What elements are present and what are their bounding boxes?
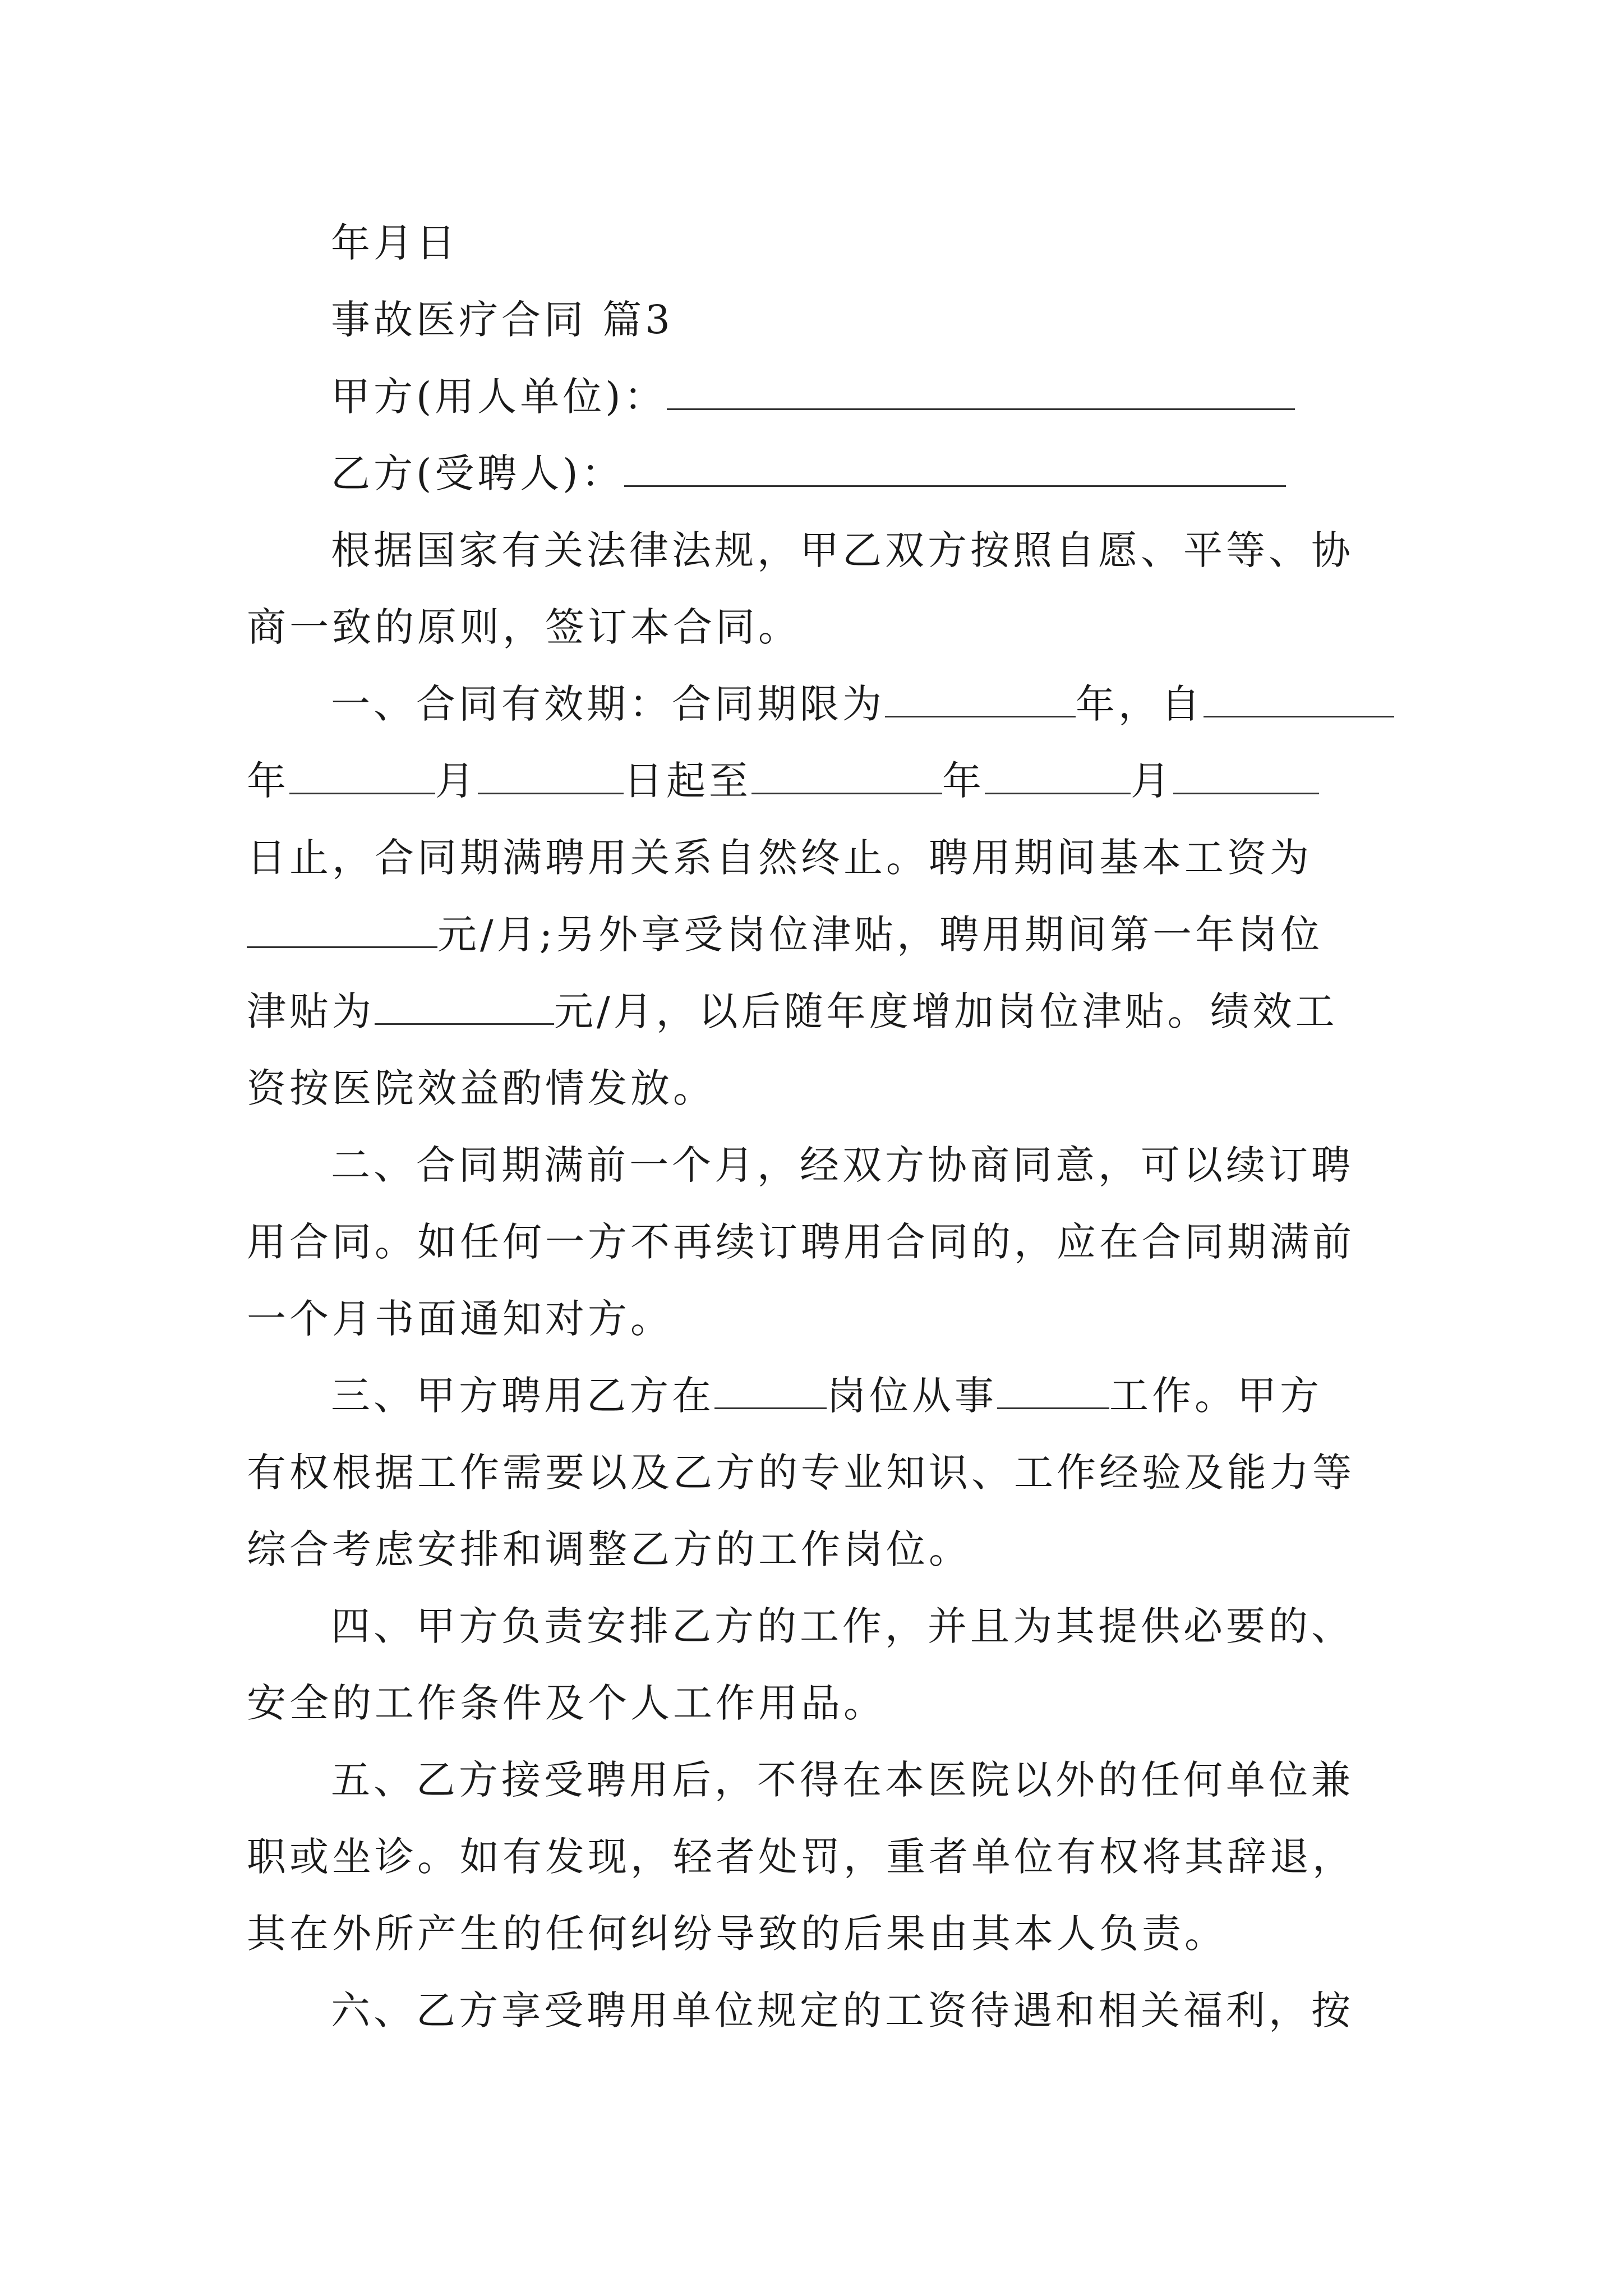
clause4-text: 安全的工作条件及个人工作用品。: [247, 1680, 886, 1726]
intro-line-1: [247, 512, 1391, 589]
allowance-blank: [375, 990, 554, 1025]
clause2-line-2: [247, 1204, 1391, 1281]
clause5-line-3: [247, 1895, 1391, 1972]
clause1-line-4: [247, 896, 1391, 973]
party-a-label: 甲方(用人单位)：: [331, 374, 667, 420]
base-salary-blank: [247, 913, 437, 948]
clause4-line-1: [247, 1588, 1391, 1665]
clause1-text: 津贴为: [247, 988, 375, 1034]
clause2-text: 一个月书面通知对方。: [247, 1296, 673, 1342]
intro-text: 商一致的原则，签订本合同。: [247, 604, 801, 650]
work-type-blank: [997, 1374, 1109, 1409]
clause5-text: 五、乙方接受聘用后，不得在本医院以外的任何单位兼: [331, 1757, 1354, 1803]
document-body: [247, 205, 1391, 2049]
clause1-line-2: [247, 743, 1391, 820]
clause2-line-1: [247, 1127, 1391, 1204]
intro-text: 根据国家有关法律法规，甲乙双方按照自愿、平等、协: [331, 527, 1354, 573]
clause1-text: 一、合同有效期：合同期限为: [331, 681, 885, 727]
end-month-blank: [985, 759, 1131, 794]
party-a-line: [247, 358, 1391, 435]
start-year-blank: [1204, 682, 1394, 717]
party-b-line: [247, 435, 1391, 512]
clause2-text: 二、合同期满前一个月，经双方协商同意，可以续订聘: [331, 1142, 1354, 1188]
position-blank: [714, 1374, 827, 1409]
clause3-line-1: [247, 1358, 1391, 1434]
start-month-blank: [289, 759, 435, 794]
clause4-line-2: [247, 1665, 1391, 1742]
clause1-text: 月: [435, 758, 478, 804]
party-b-label: 乙方(受聘人)：: [331, 450, 624, 496]
start-day-blank: [478, 759, 624, 794]
party-a-blank: [667, 375, 1295, 410]
clause1-text: 年，自: [1076, 681, 1204, 727]
intro-line-2: [247, 589, 1391, 666]
clause1-text: 元/月;另外享受岗位津贴，聘用期间第一年岗位: [437, 912, 1324, 958]
clause5-text: 职或坐诊。如有发现，轻者处罚，重者单位有权将其辞退，: [247, 1834, 1355, 1880]
clause3-text: 工作。甲方: [1109, 1373, 1322, 1419]
clause1-text: 元/月，以后随年度增加岗位津贴。绩效工: [554, 988, 1338, 1034]
clause1-text: 年: [942, 758, 985, 804]
term-years-blank: [885, 682, 1076, 717]
clause5-line-1: [247, 1742, 1391, 1819]
heading-text: 事故医疗合同 篇3: [331, 297, 674, 343]
clause3-text: 三、甲方聘用乙方在: [331, 1373, 714, 1419]
date-text: 年月日: [331, 220, 459, 266]
clause5-line-2: [247, 1819, 1391, 1895]
clause1-line-3: [247, 820, 1391, 896]
clause3-text: 综合考虑安排和调整乙方的工作岗位。: [247, 1526, 971, 1572]
clause3-line-2: [247, 1434, 1391, 1511]
clause6-line-1: [247, 1972, 1391, 2049]
clause1-line-5: [247, 973, 1391, 1050]
clause1-text: 日起至: [624, 758, 751, 804]
clause1-line-1: [247, 666, 1391, 743]
clause2-line-3: [247, 1281, 1391, 1358]
clause1-text: 日止，合同期满聘用关系自然终止。聘用期间基本工资为: [247, 835, 1312, 881]
clause1-text: 资按医院效益酌情发放。: [247, 1065, 716, 1111]
contract-heading: [247, 282, 1391, 358]
clause1-line-6: [247, 1050, 1391, 1127]
end-day-blank: [1173, 759, 1319, 794]
clause1-text: 年: [247, 758, 289, 804]
clause3-text: 有权根据工作需要以及乙方的专业知识、工作经验及能力等: [247, 1450, 1355, 1496]
clause3-text: 岗位从事: [827, 1373, 997, 1419]
clause4-text: 四、甲方负责安排乙方的工作，并且为其提供必要的、: [331, 1603, 1354, 1649]
clause3-line-3: [247, 1511, 1391, 1588]
date-line: [247, 205, 1391, 282]
clause6-text: 六、乙方享受聘用单位规定的工资待遇和相关福利，按: [331, 1987, 1354, 2033]
clause5-text: 其在外所产生的任何纠纷导致的后果由其本人负责。: [247, 1911, 1227, 1957]
clause2-text: 用合同。如任何一方不再续订聘用合同的，应在合同期满前: [247, 1219, 1355, 1265]
clause1-text: 月: [1131, 758, 1173, 804]
party-b-blank: [624, 452, 1286, 487]
end-year-blank: [751, 759, 942, 794]
